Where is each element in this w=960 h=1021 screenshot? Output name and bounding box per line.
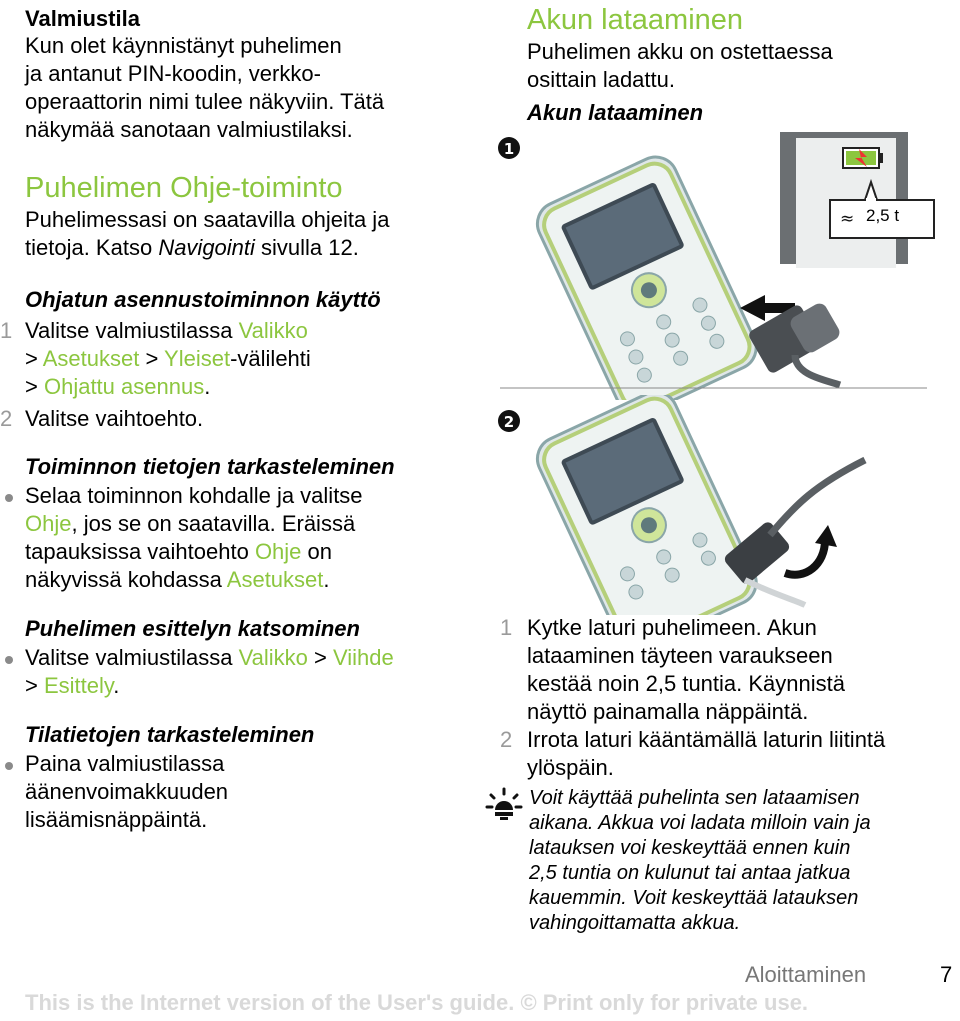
- menu-keyword: Valikko: [238, 645, 308, 670]
- intro-line: osittain ladattu.: [527, 67, 675, 92]
- tip-line: kauemmin. Voit keskeyttää latauksen: [529, 887, 859, 909]
- step-line: näyttö painamalla näppäintä.: [527, 699, 809, 724]
- setup-step-2: Valitse vaihtoehto.: [25, 406, 204, 431]
- standby-line: operaattorin nimi tulee näkyviin. Tätä: [25, 89, 385, 114]
- settings-keyword: Asetukset: [226, 567, 324, 592]
- help-text-part: sivulla 12.: [254, 235, 359, 260]
- charge-time-label: 2,5 t: [866, 206, 900, 225]
- step-line: [25, 373, 470, 401]
- function-info-section: [0, 452, 470, 594]
- step-line: [25, 317, 470, 345]
- step-line: [25, 345, 470, 373]
- svg-text:≈: ≈: [840, 209, 855, 229]
- lightbulb-tip-icon: [484, 786, 524, 826]
- help-line: [25, 234, 465, 262]
- step-text: >: [25, 346, 43, 371]
- help-text-part: tietoja. Katso: [25, 235, 159, 260]
- text-part: tapauksissa vaihtoehto: [25, 539, 255, 564]
- status-heading: Tilatietojen tarkasteleminen: [25, 722, 315, 747]
- page-number: 7: [940, 962, 953, 987]
- intro-line: Puhelimen akku on ostettaessa: [527, 39, 833, 64]
- charging-heading: Akun lataaminen: [527, 4, 744, 36]
- text-line: [25, 510, 470, 538]
- text-part: >: [25, 673, 44, 698]
- tip-line: Voit käyttää puhelinta sen lataamisen: [529, 787, 860, 809]
- help-text: [25, 206, 465, 262]
- rotate-arrowhead: [815, 525, 837, 547]
- svg-text:2: 2: [503, 413, 515, 431]
- text-part: , jos se on saatavilla. Eräissä: [71, 511, 356, 536]
- help-heading: Puhelimen Ohje-toiminto: [25, 172, 343, 204]
- text-line: [25, 538, 470, 566]
- text-line: [25, 672, 470, 700]
- text-line: lisäämisnäppäintä.: [25, 807, 208, 832]
- text-line: [25, 566, 470, 594]
- standby-heading: Valmiustila: [25, 6, 140, 31]
- menu-keyword: Valikko: [238, 318, 308, 343]
- bullet: [5, 656, 13, 664]
- text-part: .: [113, 673, 120, 698]
- function-info-heading: Toiminnon tietojen tarkasteleminen: [25, 454, 395, 479]
- entertainment-keyword: Viihde: [332, 645, 394, 670]
- phone-illustration: [530, 395, 763, 615]
- text-line: Selaa toiminnon kohdalle ja valitse: [25, 483, 363, 508]
- battery-charging-icon: [843, 148, 883, 168]
- function-info-text: [25, 482, 470, 594]
- setup-heading: Ohjatun asennustoiminnon käyttö: [25, 287, 381, 312]
- demo-section: [0, 614, 470, 700]
- step-line: Kytke laturi puhelimeen. Akun: [527, 615, 817, 640]
- tip-line: latauksen voi keskeyttää ennen kuin: [529, 837, 851, 859]
- text-line: [25, 644, 470, 672]
- status-section: [0, 720, 470, 834]
- rotate-arrow: [785, 540, 825, 575]
- text-line: Paina valmiustilassa: [25, 751, 225, 776]
- charging-illustration-2: [495, 395, 945, 615]
- demo-text: [25, 644, 470, 700]
- text-part: >: [307, 645, 333, 670]
- guided-setup-keyword: Ohjattu asennus: [43, 374, 205, 399]
- standby-line: näkymää sanotaan valmiustilaksi.: [25, 117, 353, 142]
- status-text: [25, 750, 470, 834]
- standby-section: [25, 6, 465, 144]
- demo-keyword: Esittely: [43, 673, 114, 698]
- navigation-link[interactable]: Navigointi: [158, 235, 255, 260]
- standby-line: ja antanut PIN-koodin, verkko-: [25, 61, 321, 86]
- footer-section-title: Aloittaminen: [745, 962, 867, 987]
- setup-steps: [0, 317, 470, 433]
- svg-text:1: 1: [503, 140, 515, 158]
- setup-step-1: [25, 317, 470, 401]
- bullet: [5, 762, 13, 770]
- help-keyword: Ohje: [254, 539, 302, 564]
- tip-text: [529, 786, 949, 936]
- step-text: -välilehti: [230, 346, 311, 371]
- step-1-badge: [498, 137, 520, 159]
- step-text: Valitse valmiustilassa: [25, 318, 239, 343]
- tip-line: aikana. Akkua voi ladata milloin vain ja: [529, 812, 871, 834]
- text-part: .: [323, 567, 330, 592]
- step-number: 2: [0, 406, 13, 431]
- standby-text: [25, 32, 465, 144]
- charging-step-2: [527, 726, 950, 782]
- help-section: [25, 170, 465, 262]
- charging-steps: [500, 614, 950, 782]
- settings-keyword: Asetukset: [42, 346, 140, 371]
- text-part: näkyvissä kohdassa: [25, 567, 227, 592]
- help-line: Puhelimessasi on saatavilla ohjeita ja: [25, 207, 390, 232]
- text-part: Valitse valmiustilassa: [25, 645, 239, 670]
- step-number: 1: [0, 318, 13, 343]
- bullet: [5, 494, 13, 502]
- step-line: lataaminen täyteen varaukseen: [527, 643, 833, 668]
- step-text: >: [139, 346, 165, 371]
- battery-screen-callout: [780, 132, 934, 268]
- step-line: Irrota laturi kääntämällä laturin liitintä: [527, 727, 886, 752]
- standby-line: Kun olet käynnistänyt puhelimen: [25, 33, 342, 58]
- text-line: äänenvoimakkuuden: [25, 779, 229, 804]
- step-number: 1: [500, 615, 513, 640]
- charging-section: [527, 2, 947, 128]
- tip-line: 2,5 tuntia on kulunut tai antaa jatkua: [529, 862, 851, 884]
- general-keyword: Yleiset: [164, 346, 231, 371]
- step-number: 2: [500, 727, 513, 752]
- watermark: This is the Internet version of the User's guide. © Print only for private use.: [25, 990, 809, 1015]
- step-line: kestää noin 2,5 tuntia. Käynnistä: [527, 671, 845, 696]
- charging-step-1: [527, 614, 950, 726]
- phone-illustration: [530, 150, 763, 400]
- demo-heading: Puhelimen esittelyn katsominen: [25, 616, 360, 641]
- step-text: .: [204, 374, 211, 399]
- step-line: ylöspäin.: [527, 755, 614, 780]
- charging-intro: [527, 38, 947, 94]
- charging-subheading: Akun lataaminen: [527, 100, 704, 125]
- help-keyword: Ohje: [25, 511, 72, 536]
- text-part: on: [301, 539, 333, 564]
- step-2-badge: [498, 410, 520, 432]
- step-text: >: [25, 374, 44, 399]
- charging-illustration-1: [495, 130, 945, 400]
- tip-line: vahingoittamatta akkua.: [529, 912, 741, 934]
